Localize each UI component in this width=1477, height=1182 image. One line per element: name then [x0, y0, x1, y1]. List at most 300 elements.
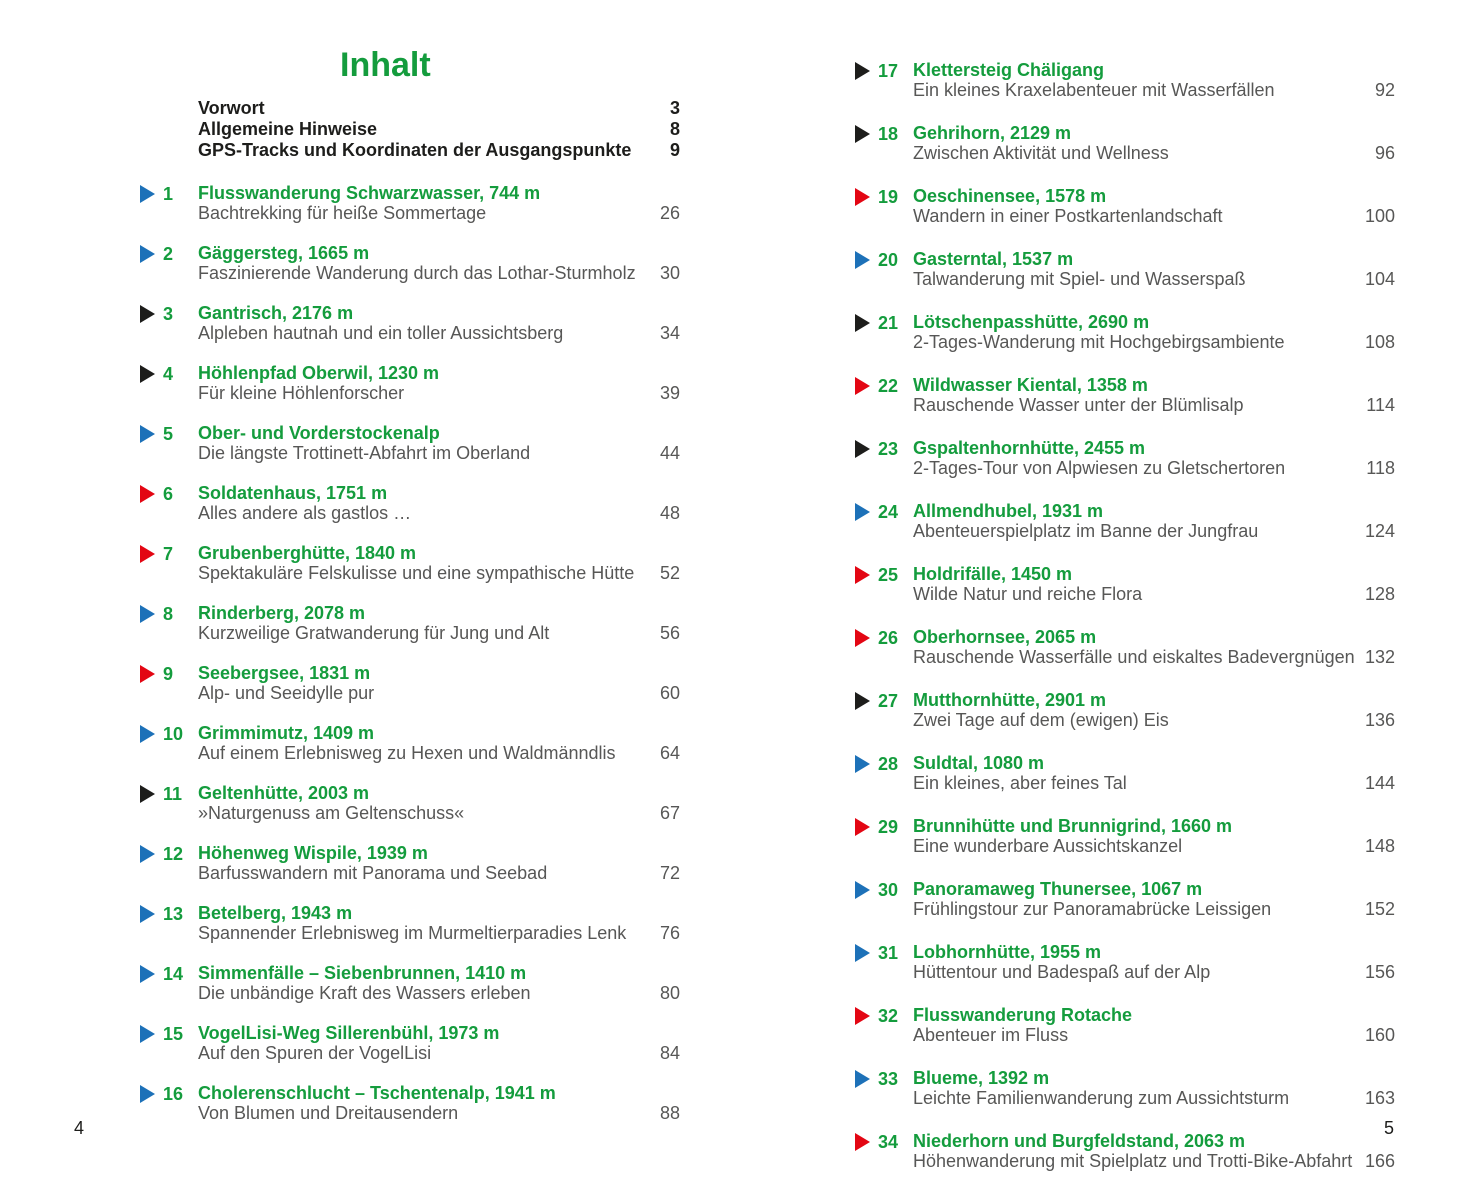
entry-subtitle-row [913, 962, 1395, 982]
entry-text [913, 438, 1395, 478]
entry-page-number: 34 [659, 323, 680, 343]
entry-subtitle-row [198, 863, 680, 883]
entry-subtitle: Frühlingstour zur Panoramabrücke Leissigen [913, 899, 1272, 919]
entry-title: VogelLisi-Weg Sillerenbühl, 1973 m [198, 1023, 500, 1043]
front-matter-list [140, 98, 680, 161]
toc-entry [855, 375, 1395, 415]
black-triangle-icon [855, 62, 870, 80]
toc-entry [855, 879, 1395, 919]
toc-entry [140, 1023, 680, 1063]
entry-page-number: 166 [1364, 1151, 1395, 1171]
entry-number: 30 [878, 880, 899, 900]
entry-number: 25 [878, 565, 899, 585]
entry-title: Gehrihorn, 2129 m [913, 123, 1072, 143]
entry-subtitle: Ein kleines, aber feines Tal [913, 773, 1127, 793]
entry-text [198, 663, 680, 703]
entry-title: Cholerenschlucht – Tschentenalp, 1941 m [198, 1083, 556, 1103]
entry-text [913, 1131, 1395, 1171]
entry-subtitle-row [913, 1025, 1395, 1045]
toc-entry [140, 783, 680, 823]
entry-subtitle: Alpleben hautnah und ein toller Aussichtsberg [198, 323, 564, 343]
entry-subtitle-row [913, 836, 1395, 856]
entry-text [913, 1005, 1395, 1045]
entry-marker [140, 963, 198, 984]
entry-title: Grubenberghütte, 1840 m [198, 543, 417, 563]
entry-marker [855, 249, 913, 270]
toc-entry [140, 543, 680, 583]
entry-subtitle-row [198, 323, 680, 343]
entry-title: Klettersteig Chäligang [913, 60, 1105, 80]
toc-entry [140, 183, 680, 223]
entry-subtitle: Die unbändige Kraft des Wassers erleben [198, 983, 531, 1003]
entry-text [913, 753, 1395, 793]
entry-text [913, 690, 1395, 730]
entry-number: 26 [878, 628, 899, 648]
entry-text [913, 312, 1395, 352]
entry-title: Ober- und Vorderstockenalp [198, 423, 440, 443]
toc-entry [140, 1083, 680, 1123]
entry-number: 2 [163, 244, 174, 264]
entry-subtitle-row [198, 203, 680, 223]
entry-title: Höhenweg Wispile, 1939 m [198, 843, 428, 863]
entry-text [913, 249, 1395, 289]
toc-column-left [140, 48, 680, 1123]
entry-number: 14 [163, 964, 184, 984]
entry-number: 12 [163, 844, 184, 864]
entry-subtitle: Höhenwanderung mit Spielplatz und Trotti-Bike-Abfahrt [913, 1151, 1353, 1171]
blue-triangle-icon [855, 1070, 870, 1088]
toc-entry [140, 963, 680, 1003]
entry-title: Höhlenpfad Oberwil, 1230 m [198, 363, 440, 383]
blue-triangle-icon [140, 725, 155, 743]
entry-marker [140, 543, 198, 564]
entry-page-number: 136 [1364, 710, 1395, 730]
red-triangle-icon [140, 665, 155, 683]
entry-subtitle: Barfusswandern mit Panorama und Seebad [198, 863, 548, 883]
entry-marker [855, 186, 913, 207]
entry-subtitle: Ein kleines Kraxelabenteuer mit Wasserfällen [913, 80, 1275, 100]
toc-entry [855, 753, 1395, 793]
toc-entries-left [140, 183, 680, 1123]
blue-triangle-icon [140, 245, 155, 263]
entry-number: 7 [163, 544, 174, 564]
entry-subtitle: Spektakuläre Felskulisse und eine sympathische Hütte [198, 563, 635, 583]
entry-title: Allmendhubel, 1931 m [913, 501, 1104, 521]
entry-subtitle-row [198, 623, 680, 643]
front-matter-label: Allgemeine Hinweise [198, 119, 378, 139]
blue-triangle-icon [140, 1085, 155, 1103]
entry-marker [140, 363, 198, 384]
entry-page-number: 76 [659, 923, 680, 943]
entry-marker [855, 501, 913, 522]
entry-title: Betelberg, 1943 m [198, 903, 353, 923]
entry-marker [140, 183, 198, 204]
entry-title: Gasterntal, 1537 m [913, 249, 1074, 269]
entry-subtitle: Alles andere als gastlos … [198, 503, 412, 523]
front-matter-page-number: 9 [669, 140, 680, 160]
entry-number: 4 [163, 364, 174, 384]
entry-number: 20 [878, 250, 899, 270]
entry-text [913, 123, 1395, 163]
entry-subtitle-row [913, 332, 1395, 352]
red-triangle-icon [855, 818, 870, 836]
entry-title: Blueme, 1392 m [913, 1068, 1050, 1088]
entry-subtitle-row [198, 503, 680, 523]
entry-text [198, 603, 680, 643]
entry-marker [140, 603, 198, 624]
entry-title: Rinderberg, 2078 m [198, 603, 366, 623]
entry-marker [140, 723, 198, 744]
entry-title: Flusswanderung Schwarzwasser, 744 m [198, 183, 541, 203]
entry-subtitle: Von Blumen und Dreitausendern [198, 1103, 459, 1123]
entry-title: Suldtal, 1080 m [913, 753, 1045, 773]
red-triangle-icon [140, 545, 155, 563]
entry-subtitle-row [198, 1043, 680, 1063]
entry-subtitle-row [198, 383, 680, 403]
entry-marker [140, 1083, 198, 1104]
black-triangle-icon [855, 125, 870, 143]
entry-title: Geltenhütte, 2003 m [198, 783, 370, 803]
toc-entry [855, 249, 1395, 289]
toc-entry [855, 60, 1395, 100]
blue-triangle-icon [140, 845, 155, 863]
blue-triangle-icon [855, 944, 870, 962]
toc-entry [855, 123, 1395, 163]
entry-marker [855, 753, 913, 774]
entry-page-number: 163 [1364, 1088, 1395, 1108]
entry-page-number: 118 [1366, 458, 1395, 478]
entry-page-number: 132 [1364, 647, 1395, 667]
entry-subtitle: 2-Tages-Wanderung mit Hochgebirgsambiente [913, 332, 1285, 352]
entry-subtitle: Talwanderung mit Spiel- und Wasserspaß [913, 269, 1246, 289]
entry-title: Panoramaweg Thunersee, 1067 m [913, 879, 1203, 899]
entry-subtitle-row [913, 458, 1395, 478]
toc-entry [855, 1131, 1395, 1171]
entry-subtitle-row [913, 584, 1395, 604]
toc-entry [140, 843, 680, 883]
entry-subtitle: Faszinierende Wanderung durch das Lothar-Sturmholz [198, 263, 636, 283]
toc-entry [855, 501, 1395, 541]
entry-subtitle: Leichte Familienwanderung zum Aussichtsturm [913, 1088, 1290, 1108]
entry-page-number: 44 [659, 443, 680, 463]
entry-marker [140, 483, 198, 504]
toc-title: Inhalt [340, 46, 431, 84]
entry-page-number: 52 [659, 563, 680, 583]
entry-subtitle: »Naturgenuss am Geltenschuss« [198, 803, 465, 823]
entry-number: 10 [163, 724, 184, 744]
entry-subtitle: Wandern in einer Postkartenlandschaft [913, 206, 1223, 226]
entry-text [198, 903, 680, 943]
entry-subtitle: Spannender Erlebnisweg im Murmeltierparadies Lenk [198, 923, 627, 943]
toc-entry [855, 816, 1395, 856]
blue-triangle-icon [855, 503, 870, 521]
black-triangle-icon [140, 365, 155, 383]
entry-marker [855, 60, 913, 81]
entry-marker [140, 303, 198, 324]
entry-title: Simmenfälle – Siebenbrunnen, 1410 m [198, 963, 527, 983]
toc-entry [140, 663, 680, 703]
blue-triangle-icon [140, 965, 155, 983]
entry-text [913, 564, 1395, 604]
entry-text [198, 183, 680, 223]
entry-subtitle: Die längste Trottinett-Abfahrt im Oberland [198, 443, 531, 463]
entry-subtitle: Wilde Natur und reiche Flora [913, 584, 1143, 604]
entry-text [913, 627, 1395, 667]
entry-title: Gantrisch, 2176 m [198, 303, 354, 323]
blue-triangle-icon [140, 605, 155, 623]
entry-text [913, 879, 1395, 919]
toc-entry [855, 438, 1395, 478]
entry-number: 18 [878, 124, 899, 144]
entry-page-number: 124 [1364, 521, 1395, 541]
entry-marker [140, 843, 198, 864]
entry-text [198, 723, 680, 763]
toc-entry [855, 312, 1395, 352]
entry-title: Gspaltenhornhütte, 2455 m [913, 438, 1146, 458]
entry-subtitle: Kurzweilige Gratwanderung für Jung und Alt [198, 623, 550, 643]
entry-number: 1 [163, 184, 174, 204]
entry-page-number: 92 [1374, 80, 1395, 100]
entry-number: 3 [163, 304, 174, 324]
blue-triangle-icon [855, 251, 870, 269]
toc-entry [140, 603, 680, 643]
entry-title: Holdrifälle, 1450 m [913, 564, 1073, 584]
entry-title: Grimmimutz, 1409 m [198, 723, 375, 743]
red-triangle-icon [855, 566, 870, 584]
entry-text [198, 243, 680, 283]
entry-number: 23 [878, 439, 899, 459]
entry-text [198, 363, 680, 403]
toc-entry [140, 303, 680, 343]
entry-subtitle-row [913, 269, 1395, 289]
toc-entry [855, 564, 1395, 604]
entry-title: Oberhornsee, 2065 m [913, 627, 1097, 647]
entry-page-number: 39 [659, 383, 680, 403]
entry-number: 5 [163, 424, 174, 444]
entry-page-number: 88 [659, 1103, 680, 1123]
entry-number: 19 [878, 187, 899, 207]
entry-number: 21 [878, 313, 899, 333]
entry-text [913, 942, 1395, 982]
entry-marker [855, 375, 913, 396]
toc-entry [140, 243, 680, 283]
entry-marker [855, 1068, 913, 1089]
entry-number: 8 [163, 604, 174, 624]
entry-subtitle-row [913, 773, 1395, 793]
entry-marker [855, 1005, 913, 1026]
entry-subtitle-row [198, 983, 680, 1003]
black-triangle-icon [855, 692, 870, 710]
page-number-left: 4 [74, 1118, 85, 1138]
entry-text [913, 186, 1395, 226]
entry-number: 22 [878, 376, 899, 396]
entry-number: 24 [878, 502, 899, 522]
entry-subtitle-row [913, 206, 1395, 226]
entry-marker [140, 1023, 198, 1044]
entry-number: 17 [878, 61, 899, 81]
entry-subtitle-row [913, 80, 1395, 100]
entry-number: 27 [878, 691, 899, 711]
toc-entries-right [855, 60, 1395, 1171]
red-triangle-icon [855, 629, 870, 647]
entry-title: Soldatenhaus, 1751 m [198, 483, 388, 503]
toc-entry [140, 483, 680, 523]
entry-number: 34 [878, 1132, 899, 1152]
entry-number: 15 [163, 1024, 184, 1044]
entry-title: Niederhorn und Burgfeldstand, 2063 m [913, 1131, 1246, 1151]
blue-triangle-icon [855, 881, 870, 899]
entry-page-number: 104 [1364, 269, 1395, 289]
entry-subtitle: Bachtrekking für heiße Sommertage [198, 203, 487, 223]
entry-page-number: 80 [659, 983, 680, 1003]
entry-text [198, 783, 680, 823]
entry-page-number: 100 [1364, 206, 1395, 226]
entry-title: Mutthornhütte, 2901 m [913, 690, 1107, 710]
entry-text [198, 483, 680, 523]
entry-text [913, 501, 1395, 541]
entry-marker [140, 783, 198, 804]
blue-triangle-icon [855, 755, 870, 773]
entry-subtitle-row [198, 743, 680, 763]
entry-page-number: 156 [1364, 962, 1395, 982]
entry-subtitle: Auf den Spuren der VogelLisi [198, 1043, 432, 1063]
entry-text [198, 963, 680, 1003]
entry-page-number: 72 [659, 863, 680, 883]
front-matter-page-number: 8 [669, 119, 680, 139]
entry-subtitle: Eine wunderbare Aussichtskanzel [913, 836, 1183, 856]
entry-page-number: 56 [659, 623, 680, 643]
entry-text [913, 1068, 1395, 1108]
entry-page-number: 60 [659, 683, 680, 703]
entry-title: Flusswanderung Rotache [913, 1005, 1133, 1025]
front-matter-page-number: 3 [669, 98, 680, 118]
blue-triangle-icon [140, 185, 155, 203]
front-matter-label: Vorwort [198, 98, 265, 118]
front-matter-row [140, 98, 680, 119]
entry-page-number: 128 [1364, 584, 1395, 604]
entry-marker [140, 423, 198, 444]
entry-text [913, 816, 1395, 856]
entry-marker [855, 1131, 913, 1152]
red-triangle-icon [855, 1133, 870, 1151]
red-triangle-icon [855, 377, 870, 395]
entry-text [198, 423, 680, 463]
entry-subtitle: Rauschende Wasserfälle und eiskaltes Badevergnügen [913, 647, 1355, 667]
entry-page-number: 144 [1364, 773, 1395, 793]
entry-subtitle: Zwischen Aktivität und Wellness [913, 143, 1169, 163]
front-matter-label: GPS-Tracks und Koordinaten der Ausgangspunkte [198, 140, 632, 160]
entry-subtitle-row [198, 443, 680, 463]
entry-marker [855, 690, 913, 711]
entry-number: 28 [878, 754, 899, 774]
entry-number: 16 [163, 1084, 184, 1104]
entry-number: 6 [163, 484, 174, 504]
entry-number: 9 [163, 664, 174, 684]
entry-subtitle-row [198, 803, 680, 823]
entry-title: Gäggersteg, 1665 m [198, 243, 370, 263]
entry-subtitle: Abenteuer im Fluss [913, 1025, 1069, 1045]
entry-title: Brunnihütte und Brunnigrind, 1660 m [913, 816, 1232, 836]
entry-subtitle-row [198, 563, 680, 583]
entry-subtitle-row [913, 710, 1395, 730]
entry-subtitle-row [198, 1103, 680, 1123]
black-triangle-icon [855, 314, 870, 332]
entry-subtitle: Alp- und Seeidylle pur [198, 683, 375, 703]
front-matter-row [140, 140, 680, 161]
entry-number: 11 [163, 784, 183, 804]
entry-subtitle-row [913, 395, 1395, 415]
toc-entry [855, 186, 1395, 226]
entry-marker [855, 123, 913, 144]
entry-title: Oeschinensee, 1578 m [913, 186, 1107, 206]
toc-entry [855, 627, 1395, 667]
entry-marker [140, 903, 198, 924]
front-matter-row [140, 119, 680, 140]
toc-entry [140, 723, 680, 763]
toc-entry [140, 903, 680, 943]
entry-subtitle: Hüttentour und Badespaß auf der Alp [913, 962, 1211, 982]
entry-page-number: 64 [659, 743, 680, 763]
page-number-right: 5 [1384, 1118, 1395, 1138]
toc-entry [855, 1068, 1395, 1108]
entry-subtitle-row [913, 521, 1395, 541]
black-triangle-icon [140, 785, 155, 803]
entry-marker [855, 312, 913, 333]
toc-entry [140, 423, 680, 463]
red-triangle-icon [140, 485, 155, 503]
entry-subtitle: Rauschende Wasser unter der Blümlisalp [913, 395, 1244, 415]
entry-subtitle-row [913, 647, 1395, 667]
entry-subtitle-row [913, 1088, 1395, 1108]
red-triangle-icon [855, 1007, 870, 1025]
entry-page-number: 67 [659, 803, 680, 823]
entry-title: Seebergsee, 1831 m [198, 663, 371, 683]
entry-subtitle-row [913, 1151, 1395, 1171]
entry-marker [140, 663, 198, 684]
entry-subtitle: Auf einem Erlebnisweg zu Hexen und Waldmänndlis [198, 743, 616, 763]
entry-subtitle: 2-Tages-Tour von Alpwiesen zu Gletschertoren [913, 458, 1286, 478]
entry-page-number: 48 [659, 503, 680, 523]
entry-page-number: 114 [1366, 395, 1395, 415]
entry-text [913, 60, 1395, 100]
entry-marker [855, 564, 913, 585]
entry-text [198, 543, 680, 583]
entry-title: Wildwasser Kiental, 1358 m [913, 375, 1148, 395]
toc-entry [140, 363, 680, 403]
entry-subtitle-row [198, 263, 680, 283]
entry-marker [855, 942, 913, 963]
entry-number: 13 [163, 904, 184, 924]
toc-entry [855, 690, 1395, 730]
toc-entry [855, 942, 1395, 982]
entry-number: 31 [878, 943, 899, 963]
entry-subtitle-row [198, 683, 680, 703]
entry-page-number: 26 [659, 203, 680, 223]
entry-text [198, 1083, 680, 1123]
entry-subtitle: Zwei Tage auf dem (ewigen) Eis [913, 710, 1169, 730]
toc-entry [855, 1005, 1395, 1045]
blue-triangle-icon [140, 905, 155, 923]
entry-subtitle-row [913, 899, 1395, 919]
entry-number: 32 [878, 1006, 899, 1026]
entry-page-number: 96 [1374, 143, 1395, 163]
toc-column-right [855, 60, 1395, 1171]
entry-marker [140, 243, 198, 264]
entry-text [198, 303, 680, 343]
entry-page-number: 152 [1364, 899, 1395, 919]
entry-text [198, 1023, 680, 1063]
entry-subtitle: Abenteuerspielplatz im Banne der Jungfrau [913, 521, 1259, 541]
